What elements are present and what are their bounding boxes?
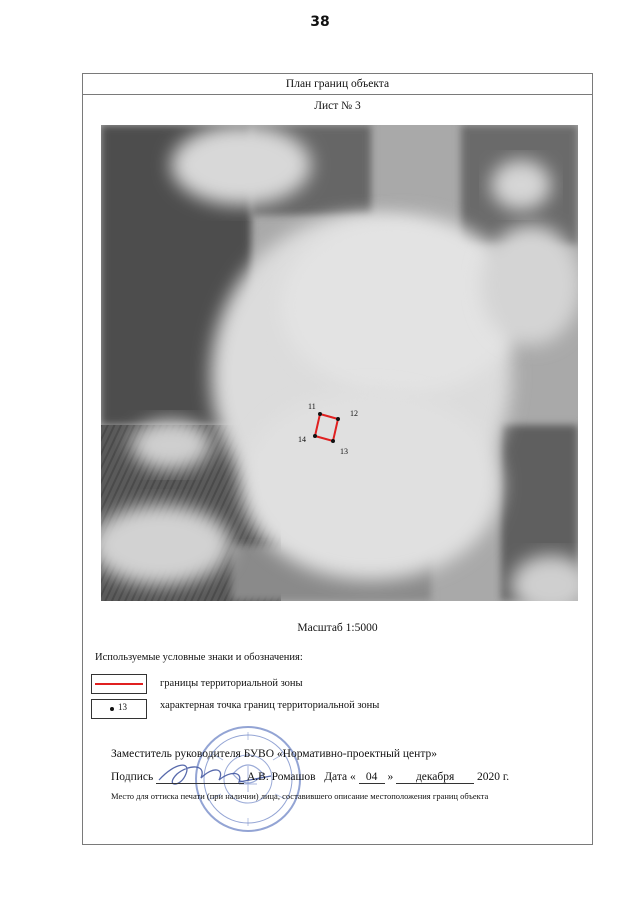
date-month: декабря	[396, 771, 474, 784]
legend-boundary-symbol	[91, 674, 147, 694]
legend-point-text: характерная точка границ территориальной зоны	[160, 700, 380, 711]
legend-point-symbol	[91, 699, 147, 719]
point-14-label: 14	[298, 435, 306, 444]
point-14-marker	[313, 434, 317, 438]
satellite-map	[101, 125, 578, 601]
point-11-label: 11	[308, 402, 316, 411]
legend-heading: Используемые условные знаки и обозначения:	[95, 652, 303, 663]
point-icon	[110, 707, 114, 711]
legend-boundary-text: границы территориальной зоны	[160, 678, 303, 689]
point-12-marker	[336, 417, 340, 421]
signature-line	[111, 769, 509, 784]
point-11-marker	[318, 412, 322, 416]
stamp-note: Место для оттиска печати (при наличии) лица, составившего описание местоположения границ объекта	[111, 791, 489, 801]
sheet-label: Лист № 3	[314, 100, 361, 112]
map-canvas	[101, 125, 578, 601]
point-13-marker	[331, 439, 335, 443]
scale-label: Масштаб 1:5000	[297, 622, 378, 634]
signature-field	[156, 769, 244, 784]
signer-name: А.В. Ромашов	[246, 771, 316, 783]
red-line-icon	[95, 683, 143, 685]
sign-label: Подпись	[111, 771, 154, 783]
legend-point-number: 13	[118, 702, 127, 712]
page-number: 38	[310, 14, 330, 30]
date-year: 2020 г.	[477, 771, 510, 783]
signer-position: Заместитель руководителя БУВО «Нормативно-проектный центр»	[111, 748, 437, 760]
point-12-label: 12	[350, 409, 358, 418]
point-13-label: 13	[340, 447, 348, 456]
document-frame	[82, 73, 593, 845]
date-label: Дата «	[324, 771, 356, 783]
date-quote-close: »	[387, 771, 394, 783]
date-day: 04	[359, 771, 385, 784]
plan-title: План границ объекта	[83, 74, 592, 95]
